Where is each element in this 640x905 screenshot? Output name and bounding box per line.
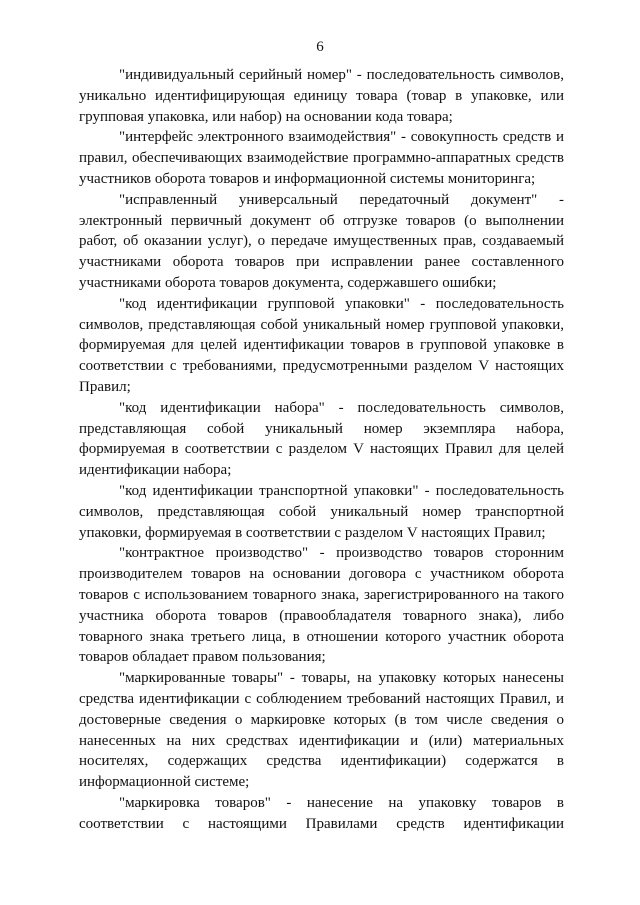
definition-paragraph: "код идентификации набора" - последовательность символов, представляющая собой уникальный номер экземпляра набора, формируемая в соответствии с разделом V настоящих Правил для целей идентификации набора; [79,399,564,479]
definition-paragraph: "интерфейс электронного взаимодействия" - совокупность средств и правил, обеспечивающих взаимодействие программно-аппаратных средств участников оборота товаров и информационной системы мониторинга; [79,129,564,187]
definition-paragraph: "код идентификации транспортной упаковки" - последовательность символов, представляющая собой уникальный номер транспортной упаковки, формируемая в соответствии с разделом V настоящих Правил; [79,482,564,541]
definition-paragraph: "контрактное производство" - производство товаров сторонним производителем товаров на основании договора с участником оборота товаров с использованием товарного знака, зарегистрированного на такого участника оборота товаров (правообладателя товарного знака), либо товарного знака третьего лица, в отношении которого участник оборота товаров обладает правом пользования; [79,545,564,666]
page-number: 6 [316,39,324,55]
definition-paragraph: "маркировка товаров" - нанесение на упаковку товаров в соответствии с настоящими Правилами средств идентификации [79,794,564,832]
definition-paragraph: "индивидуальный серийный номер" - последовательность символов, уникально идентифицирующая единицу товара (товар в упаковке, или групповая упаковка, или набор) на основании кода товара; [79,67,564,125]
definition-paragraph: "код идентификации групповой упаковки" - последовательность символов, представляющая собой уникальный номер групповой упаковки, формируемая для целей идентификации товаров в групповой упаковке в соответствии с требованиями, предусмотренными разделом V настоящих Правил; [79,295,564,395]
definition-paragraph: "маркированные товары" - товары, на упаковку которых нанесены средства идентификации с соблюдением требований настоящих Правил, и достоверные сведения о маркировке которых (в том числе сведения о нанесенных на них средствах идентификации и (или) материальных носителях, содержащих средства идентификации) содержатся в информационной системе; [79,670,564,791]
definition-paragraph: "исправленный универсальный передаточный документ" - электронный первичный документ об отгрузке товаров (о выполнении работ, об оказании услуг), о передаче имущественных прав, создаваемый участниками оборота товаров при исправлении ранее составленного участниками оборота товаров документа, содержавшего ошибки; [79,191,564,291]
document-body [79,65,564,834]
